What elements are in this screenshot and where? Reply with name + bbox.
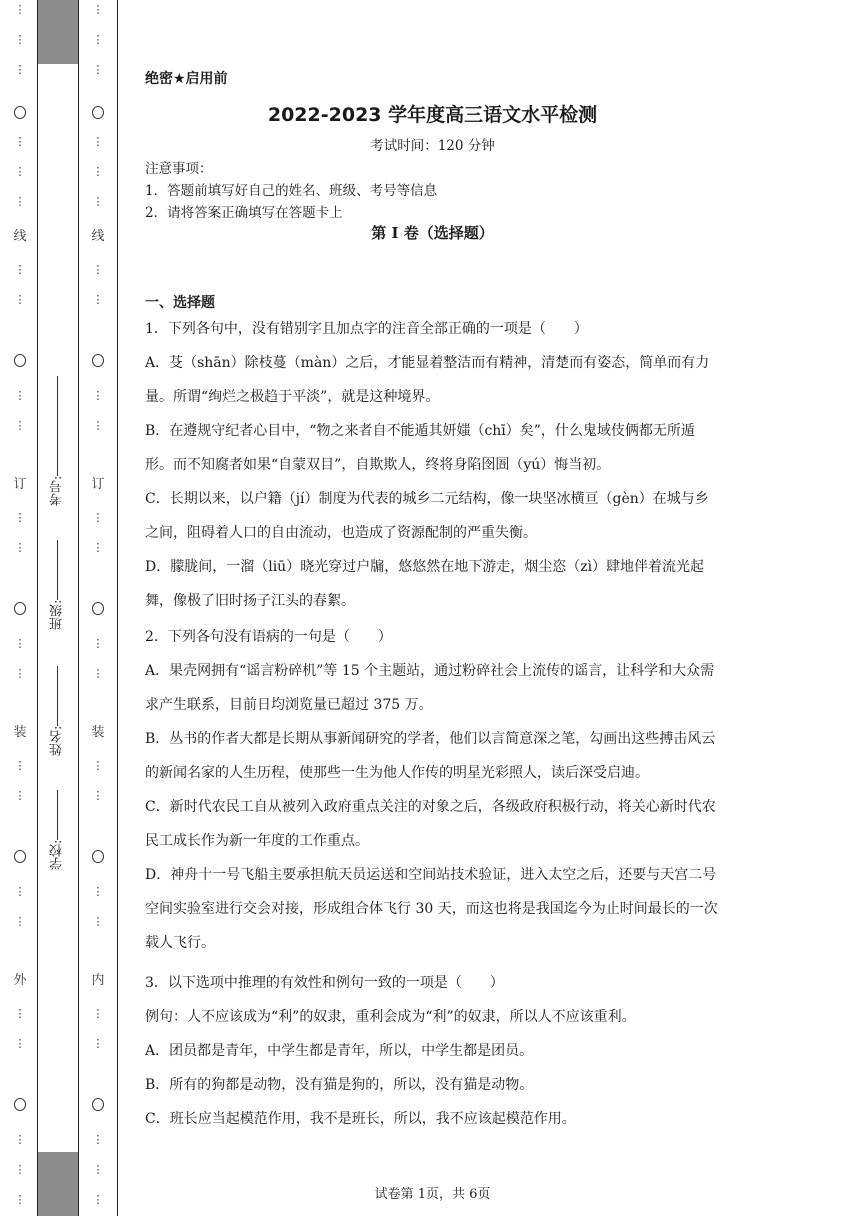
option-a[interactable]: A．芟（shān）除枝蔓（màn）之后，才能显着整洁而有精神，清楚而有姿态，简单而有力量。所谓“绚烂之极趋于平淡”，就是这种境界。 xyxy=(145,355,710,405)
outer-circle-3 xyxy=(14,602,26,615)
outer-circle-1 xyxy=(14,106,26,119)
option-b[interactable]: B．在遵规守纪者心目中，“物之来者自不能遁其妍媸（chī）矣”，什么鬼域伎俩都无所遁形。而不知腐者如果“自蒙双目”，自欺欺人，终将身陷囹圄（yú）悔当初。 xyxy=(145,423,695,473)
question-1 xyxy=(145,312,720,618)
question-stem: 1．下列各句中，没有错别字且加点字的注音全部正确的一项是（ ） xyxy=(145,321,588,337)
page-footer: 试卷第 1页，共 6页 xyxy=(374,1187,491,1202)
inner-dots-8: ⋮ xyxy=(92,293,104,306)
outer-dots-2: ⋮ xyxy=(14,33,26,46)
inner-circle-4 xyxy=(92,850,104,863)
inner-dots-21: ⋮ xyxy=(92,1133,104,1146)
outer-dots-7: ⋮ xyxy=(14,263,26,276)
inner-dots-20: ⋮ xyxy=(92,1037,104,1050)
class-blank[interactable] xyxy=(57,540,59,600)
inner-dots-15: ⋮ xyxy=(92,759,104,772)
option-a[interactable]: A．果壳网拥有“谣言粉碎机”等 15 个主题站，通过粉碎社会上流传的谣言，让科学和大众需求产生联系，目前日均浏览量已超过 375 万。 xyxy=(145,663,715,713)
inner-dots-2: ⋮ xyxy=(92,33,104,46)
inner-dots-6: ⋮ xyxy=(92,195,104,208)
outer-dots-9: ⋮ xyxy=(14,389,26,402)
student-id-label: 考号: xyxy=(50,475,65,506)
outer-dots-3: ⋮ xyxy=(14,63,26,76)
school-label: 学校: xyxy=(50,839,65,870)
outer-dots-12: ⋮ xyxy=(14,541,26,554)
inner-dots-22: ⋮ xyxy=(92,1163,104,1176)
outer-mark-zhuang: 装 xyxy=(13,725,27,740)
inner-mark-ding: 订 xyxy=(91,477,105,492)
volume-title: 第 I 卷（选择题） xyxy=(371,224,494,242)
inner-seal-column xyxy=(88,0,108,1216)
option-c[interactable]: C．班长应当起模范作用，我不是班长，所以，我不应该起模范作用。 xyxy=(145,1111,576,1127)
inner-dots-19: ⋮ xyxy=(92,1007,104,1020)
margin-shade-bottom xyxy=(38,1152,78,1216)
outer-dots-21: ⋮ xyxy=(14,1133,26,1146)
outer-dots-23: ⋮ xyxy=(14,1193,26,1206)
margin-border-right xyxy=(117,0,118,1216)
outer-seal-column xyxy=(10,0,30,1216)
option-c[interactable]: C．新时代农民工自从被列入政府重点关注的对象之后，各级政府积极行动，将关心新时代农民工成长作为新一年度的工作重点。 xyxy=(145,799,716,849)
margin-border-left xyxy=(37,0,38,1216)
inner-circle-1 xyxy=(92,106,104,119)
class-label: 班级: xyxy=(50,599,65,630)
binding-margin xyxy=(0,0,118,1216)
option-d[interactable]: D．神舟十一号飞船主要承担航天员运送和空间站技术验证，进入太空之后，还要与天宫二号空间实验室进行交会对接，形成组合体飞行 30 天，而这也将是我国迄今为止时间最长的一次载人飞行。 xyxy=(145,867,718,951)
exam-time: 考试时间：120 分钟 xyxy=(370,138,495,154)
outer-dots-22: ⋮ xyxy=(14,1163,26,1176)
inner-mark-zhuang: 装 xyxy=(91,725,105,740)
inner-circle-2 xyxy=(92,354,104,367)
inner-dots-3: ⋮ xyxy=(92,63,104,76)
outer-dots-4: ⋮ xyxy=(14,135,26,148)
inner-dots-12: ⋮ xyxy=(92,541,104,554)
school-blank[interactable] xyxy=(57,790,59,840)
option-b[interactable]: B．所有的狗都是动物，没有猫是狗的，所以，没有猫是动物。 xyxy=(145,1077,534,1093)
question-3 xyxy=(145,966,720,1136)
inner-dots-16: ⋮ xyxy=(92,789,104,802)
question-stem: 2．下列各句没有语病的一句是（ ） xyxy=(145,629,392,645)
section-title: 一、选择题 xyxy=(145,295,215,311)
option-b[interactable]: B．丛书的作者大都是长期从事新闻研究的学者，他们以言简意深之笔，勾画出这些搏击风云的新闻名家的人生历程，使那些一生为他人作传的明星光彩照人，读后深受启迪。 xyxy=(145,731,716,781)
student-id-field[interactable] xyxy=(48,356,67,506)
inner-dots-9: ⋮ xyxy=(92,389,104,402)
outer-dots-18: ⋮ xyxy=(14,915,26,928)
inner-circle-3 xyxy=(92,602,104,615)
margin-shade-top xyxy=(38,0,78,64)
outer-circle-4 xyxy=(14,850,26,863)
outer-dots-10: ⋮ xyxy=(14,419,26,432)
inner-dots-14: ⋮ xyxy=(92,667,104,680)
exam-title: 2022-2023 学年度高三语文水平检测 xyxy=(267,104,598,126)
outer-dots-14: ⋮ xyxy=(14,667,26,680)
inner-dots-10: ⋮ xyxy=(92,419,104,432)
option-d[interactable]: D．朦胧间，一溜（liū）晓光穿过户牖，悠悠然在地下游走，烟尘恣（zì）肆地伴着流光起舞，像极了旧时扬子江头的春絮。 xyxy=(145,559,705,609)
outer-mark-line: 线 xyxy=(13,229,27,244)
secret-label: 绝密★启用前 xyxy=(145,71,228,87)
outer-dots-8: ⋮ xyxy=(14,293,26,306)
outer-dots-17: ⋮ xyxy=(14,885,26,898)
inner-dots-13: ⋮ xyxy=(92,637,104,650)
inner-mark-nei: 内 xyxy=(91,973,105,988)
notes-title: 注意事项： xyxy=(145,161,213,177)
outer-dots-13: ⋮ xyxy=(14,637,26,650)
inner-dots-23: ⋮ xyxy=(92,1193,104,1206)
note-item: 1．答题前填写好自己的姓名、班级、考号等信息 xyxy=(145,183,438,199)
inner-dots-5: ⋮ xyxy=(92,165,104,178)
class-field[interactable] xyxy=(48,520,67,630)
notes-block xyxy=(145,158,437,224)
student-id-blank[interactable] xyxy=(57,376,59,476)
inner-dots-4: ⋮ xyxy=(92,135,104,148)
outer-dots-16: ⋮ xyxy=(14,789,26,802)
outer-dots-5: ⋮ xyxy=(14,165,26,178)
inner-circle-5 xyxy=(92,1098,104,1111)
option-a[interactable]: A．团员都是青年，中学生都是青年，所以，中学生都是团员。 xyxy=(145,1043,534,1059)
outer-dots-15: ⋮ xyxy=(14,759,26,772)
outer-dots-11: ⋮ xyxy=(14,511,26,524)
outer-circle-2 xyxy=(14,354,26,367)
name-label: 姓名: xyxy=(50,725,65,756)
question-2 xyxy=(145,620,720,960)
example-sentence: 例句：人不应该成为“利”的奴隶，重利会成为“利”的奴隶，所以人不应该重利。 xyxy=(145,1009,636,1025)
school-field[interactable] xyxy=(48,770,67,870)
outer-mark-wai: 外 xyxy=(13,973,27,988)
name-field[interactable] xyxy=(48,646,67,756)
outer-dots-20: ⋮ xyxy=(14,1037,26,1050)
name-blank[interactable] xyxy=(57,666,59,726)
option-c[interactable]: C．长期以来，以户籍（jí）制度为代表的城乡二元结构，像一块坚冰横亘（gèn）在城与乡之间，阻碍着人口的自由流动，也造成了资源配制的严重失衡。 xyxy=(145,491,709,541)
inner-dots-11: ⋮ xyxy=(92,511,104,524)
question-stem: 3．以下选项中推理的有效性和例句一致的一项是（ ） xyxy=(145,975,504,991)
inner-dots-7: ⋮ xyxy=(92,263,104,276)
margin-border-mid xyxy=(78,0,79,1216)
inner-dots-17: ⋮ xyxy=(92,885,104,898)
outer-mark-ding: 订 xyxy=(13,477,27,492)
inner-dots-1: ⋮ xyxy=(92,3,104,16)
outer-dots-6: ⋮ xyxy=(14,195,26,208)
inner-mark-line: 线 xyxy=(91,229,105,244)
outer-circle-5 xyxy=(14,1098,26,1111)
inner-dots-18: ⋮ xyxy=(92,915,104,928)
outer-dots-1: ⋮ xyxy=(14,3,26,16)
note-item: 2．请将答案正确填写在答题卡上 xyxy=(145,205,343,221)
outer-dots-19: ⋮ xyxy=(14,1007,26,1020)
